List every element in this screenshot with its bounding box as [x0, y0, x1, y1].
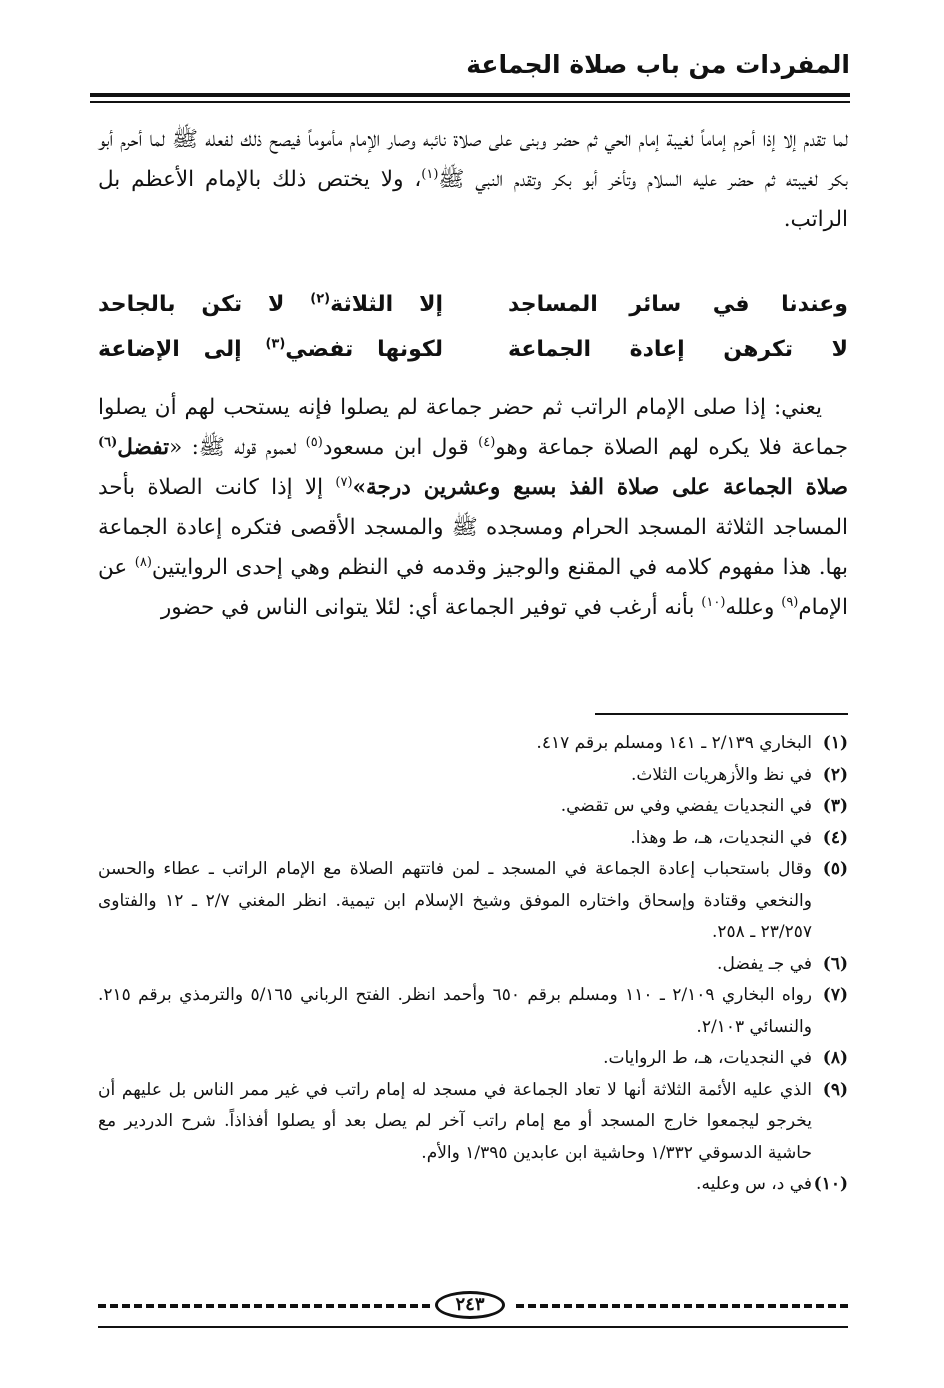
header-rule-thick: [90, 93, 850, 97]
dashed-rule-left: [98, 1304, 430, 1308]
body-paragraph-2: [98, 388, 848, 628]
footnote-number: (٥): [822, 859, 848, 879]
footnote-text: في النجديات، هـ، ط وهذا.: [630, 827, 812, 848]
footnote-ref-9[interactable]: (٩): [781, 594, 799, 610]
verse-hemistich-first: لا تكرهن إعادة الجماعة: [508, 337, 848, 362]
verse-text: إلا الثلاثة: [330, 292, 443, 317]
verse-hemistich-second: [98, 337, 443, 362]
header-rule-thin: [90, 101, 850, 103]
paragraph-text: بأنه أرغب في توفير الجماعة أي: لئلا يتوانى الناس في حضور: [160, 595, 702, 620]
page-number: ٢٤٣: [435, 1291, 505, 1319]
footnote-item: [98, 791, 848, 823]
paragraph-text: عن الإمام: [98, 555, 848, 620]
footnote-item: [98, 1043, 848, 1075]
verse-hemistich-second: [98, 292, 443, 317]
footnote-text: الذي عليه الأئمة الثلاثة أنها لا تعاد الجماعة في مسجد له إمام راتب في غير ممر الناس بل عليهم أن يخرجو ليجمعوا خارج المسجد أو مع إمام راتب آخر لم يصل بعد أو يصلوا أفذاذاً. شرح الدردير مع حاشية الدسوقي ١/٣٣٢ وحاشية ابن عابدين ١/٣٩٥ والأم.: [98, 1079, 812, 1163]
footnote-ref-1[interactable]: (١): [421, 166, 439, 182]
verse-text: لا تكن بالجاحد: [98, 292, 311, 317]
footnote-number: (٩): [822, 1079, 848, 1100]
bottom-rule: [98, 1326, 848, 1328]
footnote-ref-5[interactable]: (٥): [305, 434, 323, 450]
footnote-ref-3[interactable]: (٣): [265, 336, 286, 352]
footnote-number: (٣): [822, 796, 848, 816]
page-number-row: [98, 1291, 848, 1321]
paragraph-text: لعموم قوله ﷺ: «: [169, 435, 306, 460]
hadith-text: تفضل: [117, 435, 170, 460]
footnote-separator: [595, 713, 848, 715]
footnote-number: (١٠): [813, 1174, 848, 1194]
footnote-number: (٧): [822, 985, 848, 1005]
footnote-item: [98, 823, 848, 855]
footnote-number: (٦): [822, 953, 848, 974]
footnote-item: [98, 728, 848, 760]
verse-text: لكونها تفضي: [285, 337, 443, 362]
footnote-item: [98, 760, 848, 792]
footnote-ref-8[interactable]: (٨): [134, 554, 152, 570]
footnote-ref-2[interactable]: (٢): [310, 291, 331, 307]
hadith-text: صلاة الجماعة على صلاة الفذ بسبع وعشرين درجة»: [352, 475, 848, 500]
footnote-text: في نظ والأزهريات الثلاث.: [630, 764, 812, 785]
footnote-text: وقال باستحباب إعادة الجماعة في المسجد ـ لمن فاتتهم الصلاة مع الإمام الراتب ـ عطاء والحسن والنخعي وقتادة وإسحاق واختاره الموفق وشيخ الإسلام ابن تيمية. انظر المغني ٢/٧ ـ ١٢ والفتاوى ٢٣/٢٥٧ ـ ٢٥٨.: [98, 859, 812, 942]
footnote-number: (٢): [822, 764, 848, 785]
footnote-item: [98, 949, 848, 981]
footnote-item: [98, 1075, 848, 1170]
footnote-text: رواه البخاري ٢/١٠٩ ـ ١١٠ ومسلم برقم ٦٥٠ وأحمد انظر. الفتح الرباني ٥/١٦٥ والترمذي برقم ٢١٥. والنسائي ٢/١٠٣.: [98, 985, 812, 1037]
footnote-ref-7[interactable]: (٧): [335, 474, 353, 490]
paragraph-text: يعني: إذا صلى الإمام الراتب ثم حضر جماعة لم يصلوا فإنه يستحب لهم أن يصلوا جماعة فلا يكره لهم الصلاة جماعة وهو: [98, 395, 848, 460]
paragraph-text: ، ولا يختص ذلك بالإمام الأعظم بل الراتب.: [98, 167, 848, 232]
footnote-item: [98, 1169, 848, 1201]
footnote-number: (٤): [822, 827, 848, 848]
dashed-rule-right: [516, 1304, 848, 1308]
footnote-ref-6[interactable]: (٦): [98, 434, 118, 450]
paragraph-text: وعلله: [725, 595, 782, 620]
verse-text: إلى الإضاعة: [98, 337, 266, 362]
footnotes-list: [98, 728, 848, 1201]
footnote-text: في جـ يفضل.: [717, 953, 812, 974]
footnote-text: في د، س وعليه.: [696, 1174, 812, 1194]
paragraph-text: إلا إذا كانت الصلاة بأحد المساجد الثلاثة المسجد الحرام ومسجده ﷺ والمسجد الأقصى فتكره إعادة الجماعة بها. هذا مفهوم كلامه في المقنع والوجيز وقدمه في النظم وهي إحدى الروايتين: [98, 475, 849, 580]
footnote-number: (٨): [822, 1048, 848, 1068]
page-header-title: المفردات من باب صلاة الجماعة: [466, 50, 850, 79]
footnote-text: البخاري ٢/١٣٩ ـ ١٤١ ومسلم برقم ٤١٧.: [536, 733, 812, 753]
footnote-ref-4[interactable]: (٤): [478, 434, 496, 450]
verse-hemistich-first: وعندنا في سائر المساجد: [508, 292, 848, 317]
verse-line-2: [98, 337, 848, 377]
footnote-text: في النجديات يفضي وفي س تقضي.: [560, 796, 812, 816]
footnote-number: (١): [822, 733, 848, 753]
footnote-ref-10[interactable]: (١٠): [701, 594, 726, 610]
body-paragraph-1: [98, 120, 848, 240]
footnote-item: [98, 980, 848, 1043]
footnote-item: [98, 854, 848, 949]
footnote-text: في النجديات، هـ، ط الروايات.: [603, 1048, 812, 1068]
paragraph-text: قول ابن مسعود: [322, 435, 479, 460]
verse-line-1: [98, 292, 848, 332]
paragraph-text: لما تقدم إلا إذا أحرم إماماً لغيبة إمام الحي ثم حضر وبنى على صلاة نائبه وصار الإمام مأموماً فيصح ذلك لفعله ﷺ لما أحرم أبو بكر لغيبته ثم حضر عليه السلام وتأخر أبو بكر وتقدم النبي ﷺ: [98, 127, 848, 192]
